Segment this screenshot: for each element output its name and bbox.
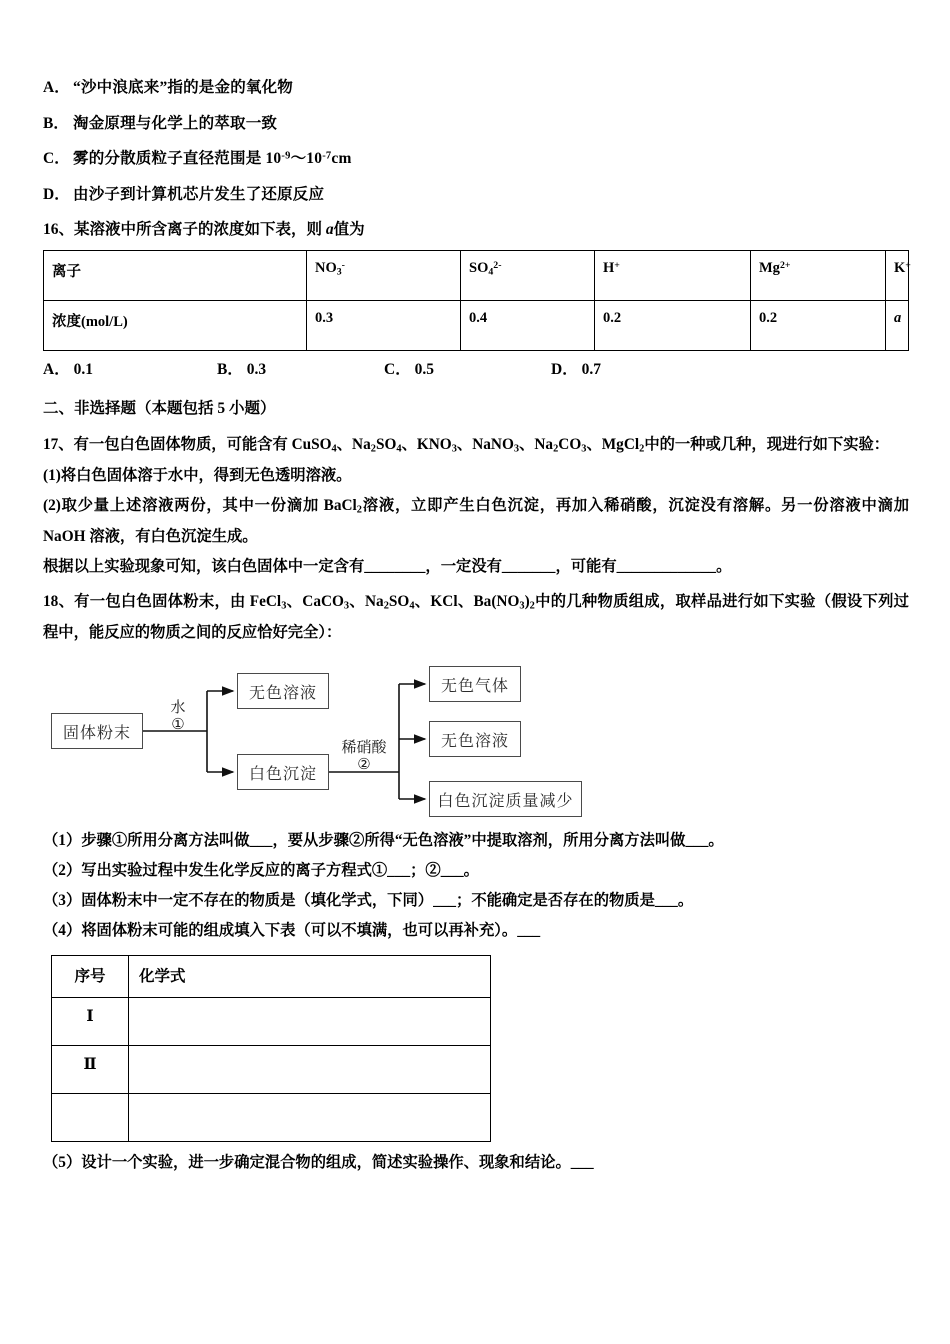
flow-label-step1-reagent: 水 (170, 700, 186, 717)
question17-stem: 17、有一包白色固体物质，可能含有 CuSO$_4$、$Na_2SO_4$、$KNO_3$、NaNO$_3$、$Na_2CO_3$、MgCl$_2$中的一种或几种，现进行如下实验： (43, 436, 890, 455)
option-letter-c: C． (43, 150, 70, 167)
cell-conc-k: a (886, 300, 909, 350)
cell-index-1: Ⅰ (52, 998, 129, 1046)
cell-ion-k: K+ (886, 250, 909, 300)
question18-sub1: （1）步骤①所用分离方法叫做___，要从步骤②所得“无色溶液”中提取溶剂，所用分离方法叫做___。 (43, 832, 724, 850)
flow-node-out-bottom: 白色沉淀质量减少 (429, 781, 582, 817)
question18-stem: 18、有一包白色固体粉末，由 FeCl$_3$、CaCO$_3$、$Na_2SO_4$、KCl、$Ba(NO_3)_2$中的几种物质组成，取样品进行如下实验（假设下列过程中，能反应的物质之间的反应恰好完全）： (43, 592, 909, 641)
section2-heading: 二、非选择题（本题包括 5 小题） (43, 399, 276, 417)
question17-conclusion: 根据以上实验现象可知，该白色固体中一定含有________，一定没有_______，可能有_____________。 (43, 558, 732, 576)
flow-node-start: 固体粉末 (51, 713, 143, 749)
table-row-ion-header (44, 250, 909, 300)
question18-sub4: （4）将固体粉末可能的组成填入下表（可以不填满，也可以再补充）。___ (43, 921, 541, 939)
question16-answer-row (43, 357, 909, 379)
question18-sub2: （2）写出实验过程中发生化学反应的离子方程式①___；②___。 (43, 861, 479, 879)
option-text-b: 淘金原理与化学上的萃取一致 (73, 114, 278, 132)
page-content (43, 80, 909, 1178)
option-row-c (43, 151, 909, 167)
cell-formula-3[interactable] (129, 1094, 491, 1142)
option-row-d (43, 187, 909, 203)
question16-stem (43, 222, 909, 238)
question16-variable: a (325, 221, 334, 238)
option-text-d: 由沙子到计算机芯片发生了还原反应 (73, 185, 325, 203)
question15-options-block (43, 80, 909, 202)
cell-index-3 (52, 1094, 129, 1142)
flow-label-step2 (331, 740, 397, 775)
cell-ion-h: H+ (595, 250, 751, 300)
flow-node-out-top: 无色气体 (429, 666, 521, 702)
option-letter-a: A． (43, 79, 70, 96)
experiment-flowchart (47, 656, 607, 816)
flow-node-out-mid: 无色溶液 (429, 721, 521, 757)
cell-ion-mg: $Mg^{2+}$ (751, 250, 886, 300)
answer-choice-d: D． 0.7 (551, 360, 601, 378)
cell-ion-so4: $SO_4^{2-}$ (461, 250, 595, 300)
table-row (52, 1094, 491, 1142)
flow-node-mid-top: 无色溶液 (237, 673, 329, 709)
question18-sub3: （3）固体粉末中一定不存在的物质是（填化学式，下同）___；不能确定是否存在的物质是___。 (43, 891, 694, 909)
cell-row-label-ion: 离子 (44, 250, 307, 300)
option-row-a (43, 80, 909, 96)
cell-header-formula: 化学式 (129, 956, 491, 998)
cell-index-2: Ⅱ (52, 1046, 129, 1094)
option-letter-d: D． (43, 185, 70, 203)
cell-conc-no3: 0.3 (307, 300, 461, 350)
cell-conc-h: 0.2 (595, 300, 751, 350)
option-row-b (43, 116, 909, 132)
table-row (52, 998, 491, 1046)
cell-formula-1[interactable] (129, 998, 491, 1046)
flow-label-step1 (155, 700, 201, 735)
composition-table (51, 955, 491, 1142)
question16-stem-prefix: 16、某溶液中所含离子的浓度如下表，则 (43, 221, 326, 238)
flow-label-step1-number: ① (171, 717, 185, 734)
flow-label-step2-number: ② (357, 757, 371, 774)
answer-choice-b: B． 0.3 (217, 360, 267, 378)
option-letter-b: B． (43, 114, 69, 132)
table-row-composition-header (52, 956, 491, 998)
cell-ion-no3: $NO_3^-$ (307, 250, 461, 300)
question16-stem-suffix: 值为 (333, 221, 365, 238)
answer-choice-a: A． 0.1 (43, 360, 93, 378)
question18-sub5: （5）设计一个实验，进一步确定混合物的组成，简述实验操作、现象和结论。___ (43, 1154, 594, 1172)
flow-label-step2-reagent: 稀硝酸 (341, 740, 387, 757)
cell-conc-so4: 0.4 (461, 300, 595, 350)
question17-step1: (1)将白色固体溶于水中，得到无色透明溶液。 (43, 466, 352, 484)
table-row-concentration (44, 300, 909, 350)
option-text-c: 雾的分散质粒子直径范围是 $10^{-9}\sim 10^{-7}cm$ (73, 150, 352, 167)
cell-header-index: 序号 (52, 956, 129, 998)
cell-row-label-concentration: 浓度(mol/L) (44, 300, 307, 350)
cell-conc-mg: 0.2 (751, 300, 886, 350)
cell-formula-2[interactable] (129, 1046, 491, 1094)
ion-concentration-table (43, 250, 909, 351)
flow-node-mid-bottom: 白色沉淀 (237, 754, 329, 790)
table-row (52, 1046, 491, 1094)
question17-step2: (2)取少量上述溶液两份，其中一份滴加 BaCl$_2$溶液，立即产生白色沉淀，再加入稀硝酸，沉淀没有溶解。另一份溶液中滴加 NaOH 溶液，有白色沉淀生成。 (43, 497, 909, 545)
answer-choice-c: C． 0.5 (384, 360, 434, 378)
option-text-a: “沙中浪底来”指的是金的氧化物 (73, 79, 294, 96)
